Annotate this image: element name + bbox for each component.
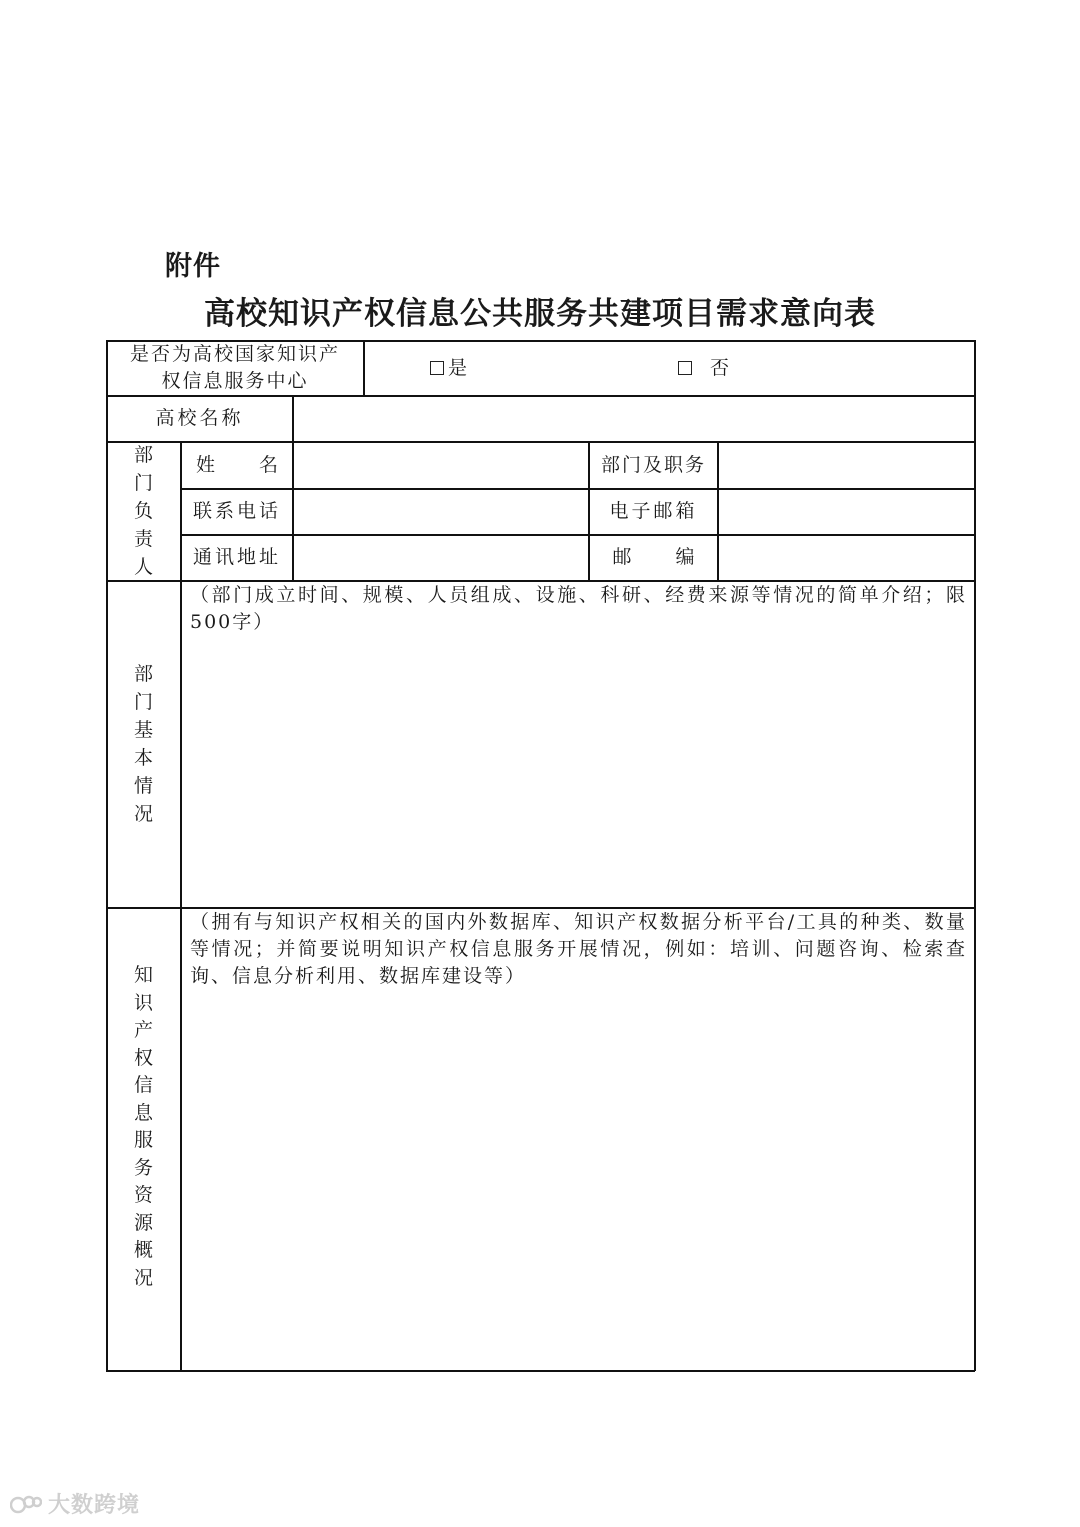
name-label: 姓名	[195, 453, 322, 476]
address-label: 通讯地址	[192, 546, 281, 568]
option-no-checkbox[interactable]: 否	[678, 341, 768, 395]
university-name-label: 高校名称	[155, 407, 244, 429]
dept-basic-textarea[interactable]	[182, 640, 973, 905]
phone-field[interactable]	[294, 490, 587, 533]
attachment-label: 附件	[165, 251, 221, 282]
phone-label: 联系电话	[192, 500, 281, 522]
watermark-logo-icon	[10, 1493, 42, 1515]
ip-resources-label: 知识产权信息服务资源概况	[133, 964, 153, 1289]
watermark-text: 大数跨境	[48, 1493, 141, 1518]
postcode-label: 邮编	[612, 546, 739, 568]
dept-basic-label: 部门基本情况	[133, 663, 153, 825]
email-label: 电子邮箱	[609, 500, 698, 522]
dept-position-label: 部门及职务	[600, 453, 706, 476]
dept-basic-instructions: （部门成立时间、规模、人员组成、设施、科研、经费来源等情况的简单介绍；限500字）	[190, 584, 967, 633]
postcode-field[interactable]	[719, 536, 973, 579]
email-field[interactable]	[719, 490, 973, 533]
option-yes-checkbox[interactable]: 是	[430, 341, 520, 395]
form-title: 高校知识产权信息公共服务共建项目需求意向表	[204, 296, 876, 332]
university-name-field[interactable]	[294, 397, 973, 440]
dept-head-label: 部门负责人	[133, 444, 153, 578]
ip-resources-textarea[interactable]	[182, 995, 973, 1368]
checkbox-square-icon	[430, 361, 444, 375]
dept-position-field[interactable]	[719, 443, 973, 487]
checkbox-square-icon	[678, 361, 692, 375]
center-question-label: 是否为高校国家知识产权信息服务中心	[129, 343, 340, 392]
name-field[interactable]	[294, 443, 587, 487]
watermark	[10, 1488, 140, 1519]
ip-resources-instructions: （拥有与知识产权相关的国内外数据库、知识产权数据分析平台/工具的种类、数量等情况；并简要说明知识产权信息服务开展情况，例如：培训、问题咨询、检索查询、信息分析利用、数据库建设等）	[190, 911, 967, 987]
address-field[interactable]	[294, 536, 587, 579]
